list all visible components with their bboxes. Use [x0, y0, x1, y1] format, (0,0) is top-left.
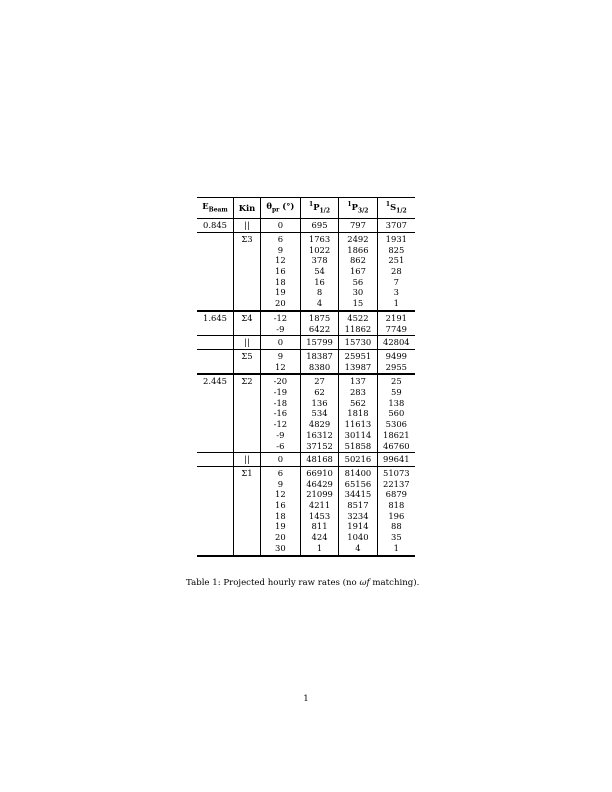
cell-theta: -20: [260, 374, 300, 387]
cell-theta: -9: [260, 430, 300, 441]
table-block: [197, 232, 415, 310]
cell-theta: 0: [260, 453, 300, 467]
cell-energy: [197, 232, 234, 244]
cell-kin: [234, 511, 261, 522]
cell-theta: 19: [260, 521, 300, 532]
cell-kin: [234, 298, 261, 311]
table-row: [197, 287, 415, 298]
cell-p32: 562: [339, 398, 377, 409]
cell-p12: 424: [300, 532, 338, 543]
cell-theta: 12: [260, 255, 300, 266]
cell-kin: [234, 419, 261, 430]
table-row: [197, 532, 415, 543]
cell-p32: 15: [339, 298, 377, 311]
cell-energy: [197, 532, 234, 543]
bottom-rule-row: [197, 556, 415, 557]
cell-theta: 18: [260, 511, 300, 522]
table-row: [197, 266, 415, 277]
table-caption: Table 1: Projected hourly raw rates (no ωf matching).: [186, 578, 420, 588]
header-s12: $^1S_{1/2}$: [377, 198, 415, 219]
table-header-row: [197, 198, 415, 219]
cell-energy: [197, 387, 234, 398]
cell-energy: [197, 466, 234, 478]
cell-s12: 2955: [377, 362, 415, 375]
cell-s12: 1931: [377, 232, 415, 244]
cell-p32: 25951: [339, 349, 377, 361]
table-row: [197, 489, 415, 500]
cell-energy: [197, 255, 234, 266]
table-row: [197, 219, 415, 233]
table-row: [197, 311, 415, 324]
cell-p32: 65156: [339, 479, 377, 490]
cell-p12: 21099: [300, 489, 338, 500]
cell-s12: 59: [377, 387, 415, 398]
cell-energy: [197, 453, 234, 467]
cell-s12: 7: [377, 277, 415, 288]
cell-p12: 16: [300, 277, 338, 288]
table-row: [197, 479, 415, 490]
cell-p12: 66910: [300, 466, 338, 478]
cell-p12: 1453: [300, 511, 338, 522]
cell-s12: 9499: [377, 349, 415, 361]
page-number: 1: [303, 694, 309, 704]
cell-p32: 34415: [339, 489, 377, 500]
cell-p32: 56: [339, 277, 377, 288]
cell-s12: 560: [377, 408, 415, 419]
cell-kin: Σ1: [234, 466, 261, 478]
table-row: [197, 543, 415, 556]
cell-energy: [197, 362, 234, 375]
table-bottom-rule: [197, 556, 415, 557]
table-row: [197, 255, 415, 266]
cell-p12: 1875: [300, 311, 338, 324]
cell-kin: Σ2: [234, 374, 261, 387]
cell-theta: 6: [260, 466, 300, 478]
cell-energy: [197, 336, 234, 350]
cell-s12: 88: [377, 521, 415, 532]
cell-energy: [197, 500, 234, 511]
table-row: [197, 398, 415, 409]
cell-s12: 42804: [377, 336, 415, 350]
cell-kin: [234, 430, 261, 441]
cell-kin: [234, 479, 261, 490]
cell-p12: 62: [300, 387, 338, 398]
table-block: [197, 453, 415, 467]
cell-theta: -6: [260, 441, 300, 453]
cell-p32: 30: [339, 287, 377, 298]
cell-s12: 28: [377, 266, 415, 277]
cell-p12: 18387: [300, 349, 338, 361]
cell-s12: 1: [377, 298, 415, 311]
table-block: [197, 349, 415, 374]
cell-kin: [234, 266, 261, 277]
cell-kin: [234, 543, 261, 556]
cell-s12: 35: [377, 532, 415, 543]
cell-energy: [197, 324, 234, 336]
cell-s12: 18621: [377, 430, 415, 441]
header-p12: $^1P_{1/2}$: [300, 198, 338, 219]
cell-theta: 18: [260, 277, 300, 288]
cell-kin: ||: [234, 336, 261, 350]
cell-kin: [234, 287, 261, 298]
table-row: [197, 387, 415, 398]
cell-p32: 797: [339, 219, 377, 233]
cell-kin: [234, 362, 261, 375]
cell-p32: 167: [339, 266, 377, 277]
cell-energy: 2.445: [203, 376, 227, 387]
cell-theta: -19: [260, 387, 300, 398]
cell-s12: 2191: [377, 311, 415, 324]
cell-p12: 4211: [300, 500, 338, 511]
cell-s12: 51073: [377, 466, 415, 478]
cell-kin: [234, 398, 261, 409]
cell-p12: 4829: [300, 419, 338, 430]
cell-p32: 2492: [339, 232, 377, 244]
cell-theta: -12: [260, 419, 300, 430]
table-row: [197, 441, 415, 453]
cell-theta: -9: [260, 324, 300, 336]
cell-p32: 30114: [339, 430, 377, 441]
cell-theta: 16: [260, 266, 300, 277]
rates-table-container: [197, 197, 415, 557]
cell-energy: [197, 543, 234, 556]
table-row: [197, 324, 415, 336]
cell-p12: 8380: [300, 362, 338, 375]
table-row: [197, 277, 415, 288]
header-energy: $E_{Beam}$: [197, 198, 234, 219]
cell-kin: Σ5: [234, 349, 261, 361]
cell-energy: [197, 349, 234, 361]
cell-p12: 534: [300, 408, 338, 419]
cell-kin: [234, 489, 261, 500]
cell-theta: 0: [260, 219, 300, 233]
cell-energy: [197, 489, 234, 500]
cell-kin: [234, 532, 261, 543]
cell-s12: 251: [377, 255, 415, 266]
cell-p12: 4: [300, 298, 338, 311]
cell-kin: [234, 500, 261, 511]
cell-energy: [197, 245, 234, 256]
cell-p12: 378: [300, 255, 338, 266]
cell-theta: 12: [260, 489, 300, 500]
table-block: [197, 336, 415, 350]
cell-s12: 818: [377, 500, 415, 511]
cell-energy: [197, 479, 234, 490]
cell-energy: [197, 266, 234, 277]
cell-kin: ||: [234, 453, 261, 467]
cell-kin: Σ3: [234, 232, 261, 244]
cell-p12: 1022: [300, 245, 338, 256]
cell-p32: 1866: [339, 245, 377, 256]
table-block: [197, 219, 415, 233]
cell-kin: [234, 324, 261, 336]
table-row: [197, 500, 415, 511]
cell-s12: 3: [377, 287, 415, 298]
cell-energy: [197, 419, 234, 430]
cell-theta: 9: [260, 245, 300, 256]
cell-s12: 7749: [377, 324, 415, 336]
cell-p32: 1818: [339, 408, 377, 419]
cell-s12: 196: [377, 511, 415, 522]
cell-p12: 15799: [300, 336, 338, 350]
cell-energy: [197, 277, 234, 288]
cell-s12: 138: [377, 398, 415, 409]
cell-p32: 81400: [339, 466, 377, 478]
cell-p32: 11613: [339, 419, 377, 430]
table-row: [197, 232, 415, 244]
cell-p32: 50216: [339, 453, 377, 467]
cell-energy: [197, 398, 234, 409]
cell-p32: 1914: [339, 521, 377, 532]
cell-kin: [234, 245, 261, 256]
cell-kin: [234, 387, 261, 398]
cell-p12: 48168: [300, 453, 338, 467]
cell-s12: 6879: [377, 489, 415, 500]
cell-kin: [234, 521, 261, 532]
cell-s12: 825: [377, 245, 415, 256]
cell-s12: 1: [377, 543, 415, 556]
cell-s12: 3707: [377, 219, 415, 233]
cell-theta: -18: [260, 398, 300, 409]
cell-theta: 16: [260, 500, 300, 511]
cell-p32: 3234: [339, 511, 377, 522]
table-row: [197, 466, 415, 478]
cell-p32: 283: [339, 387, 377, 398]
cell-kin: [234, 255, 261, 266]
rates-table: [197, 197, 415, 557]
bottom-rule-cell: [197, 556, 415, 557]
table-row: [197, 245, 415, 256]
cell-p32: 8517: [339, 500, 377, 511]
cell-theta: 0: [260, 336, 300, 350]
cell-p12: 16312: [300, 430, 338, 441]
header-theta: $\theta_{pr}$ (°): [260, 198, 300, 219]
table-block: [197, 466, 415, 555]
cell-theta: 20: [260, 532, 300, 543]
cell-p32: 1040: [339, 532, 377, 543]
cell-theta: 12: [260, 362, 300, 375]
cell-theta: 9: [260, 479, 300, 490]
cell-p12: 6422: [300, 324, 338, 336]
table-row: [197, 430, 415, 441]
cell-s12: 22137: [377, 479, 415, 490]
table-row: [197, 374, 415, 387]
cell-p12: 27: [300, 374, 338, 387]
cell-p12: 1: [300, 543, 338, 556]
table-row: [197, 521, 415, 532]
cell-p32: 4522: [339, 311, 377, 324]
cell-theta: 6: [260, 232, 300, 244]
cell-theta: 30: [260, 543, 300, 556]
cell-s12: 46760: [377, 441, 415, 453]
cell-p32: 862: [339, 255, 377, 266]
header-p32: $^1P_{3/2}$: [339, 198, 377, 219]
cell-energy: [197, 521, 234, 532]
table-row: [197, 511, 415, 522]
header-kin: Kin: [234, 198, 261, 219]
cell-energy: [197, 511, 234, 522]
table-row: [197, 336, 415, 350]
table-row: [197, 408, 415, 419]
cell-s12: 25: [377, 374, 415, 387]
cell-p12: 695: [300, 219, 338, 233]
cell-theta: -12: [260, 311, 300, 324]
table-row: [197, 362, 415, 375]
cell-theta: 19: [260, 287, 300, 298]
table-row: [197, 298, 415, 311]
table-row: [197, 453, 415, 467]
cell-energy: 1.645: [203, 312, 227, 323]
cell-energy: [197, 287, 234, 298]
cell-s12: 5306: [377, 419, 415, 430]
table-block: [197, 311, 415, 336]
cell-kin: [234, 277, 261, 288]
cell-p32: 11862: [339, 324, 377, 336]
cell-p32: 4: [339, 543, 377, 556]
cell-kin: [234, 441, 261, 453]
cell-p12: 37152: [300, 441, 338, 453]
cell-s12: 99641: [377, 453, 415, 467]
cell-theta: -16: [260, 408, 300, 419]
cell-kin: ||: [234, 219, 261, 233]
cell-energy: [197, 298, 234, 311]
table-row: [197, 349, 415, 361]
cell-p12: 136: [300, 398, 338, 409]
cell-energy: [197, 441, 234, 453]
cell-p32: 51858: [339, 441, 377, 453]
cell-p32: 15730: [339, 336, 377, 350]
cell-p32: 137: [339, 374, 377, 387]
cell-energy: [197, 430, 234, 441]
cell-p12: 54: [300, 266, 338, 277]
cell-kin: Σ4: [234, 311, 261, 324]
cell-p12: 8: [300, 287, 338, 298]
cell-p32: 13987: [339, 362, 377, 375]
cell-theta: 9: [260, 349, 300, 361]
table-row: [197, 419, 415, 430]
cell-p12: 46429: [300, 479, 338, 490]
cell-p12: 811: [300, 521, 338, 532]
cell-kin: [234, 408, 261, 419]
cell-theta: 20: [260, 298, 300, 311]
cell-energy: [197, 408, 234, 419]
table-block: [197, 374, 415, 452]
cell-p12: 1763: [300, 232, 338, 244]
cell-energy: 0.845: [203, 220, 227, 231]
